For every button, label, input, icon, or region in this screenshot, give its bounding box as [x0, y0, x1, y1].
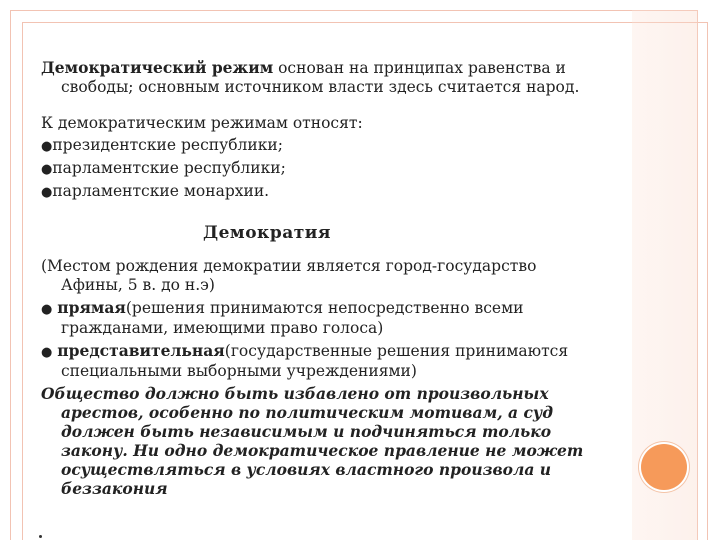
regime-item: президентские республики; [52, 136, 283, 154]
section-heading: Демократия [203, 223, 331, 243]
slide-content [41, 58, 601, 498]
form-desc: (решения принимаются непосредственно всеми гражданами, имеющими право голоса) [61, 299, 524, 337]
list-item [41, 182, 601, 202]
form-term: представительная [57, 341, 225, 360]
bullet-icon: ● [41, 162, 53, 177]
form-desc: (государственные решения принимаются специальными выборными учреждениями) [61, 342, 569, 380]
conclusion-paragraph: Общество должно быть избавлено от произвольных арестов, особенно по политическим мотивам, а суд должен быть независимым и подчиняться только закону. Ни одно демократическое правление не может осуществляться в условиях властного произвола и беззакония [41, 384, 584, 498]
intro-term: Демократический режим [41, 58, 274, 77]
bullet-icon: ● [41, 139, 53, 154]
form-item-direct [41, 298, 601, 338]
intro-paragraph [41, 58, 601, 97]
list-item [41, 159, 601, 179]
bullet-icon: ● [41, 185, 53, 200]
decorative-circle [641, 444, 687, 490]
regime-item: парламентские республики; [52, 159, 286, 177]
form-item-representative [41, 341, 601, 381]
birthplace-paragraph: (Местом рождения демократии является город-государство Афины, 5 в. до н.э) [41, 257, 537, 294]
bullet-icon: ● [41, 345, 53, 360]
regime-item: парламентские монархии. [52, 182, 270, 200]
form-term: прямая [57, 298, 126, 317]
bullet-icon: ● [41, 302, 53, 317]
list-intro: К демократическим режимам относят: [41, 114, 363, 132]
list-item [41, 136, 601, 156]
stray-dot [39, 535, 42, 538]
intro-text: основан на принципах равенства и свободы; основным источником власти здесь считается народ. [61, 59, 580, 96]
